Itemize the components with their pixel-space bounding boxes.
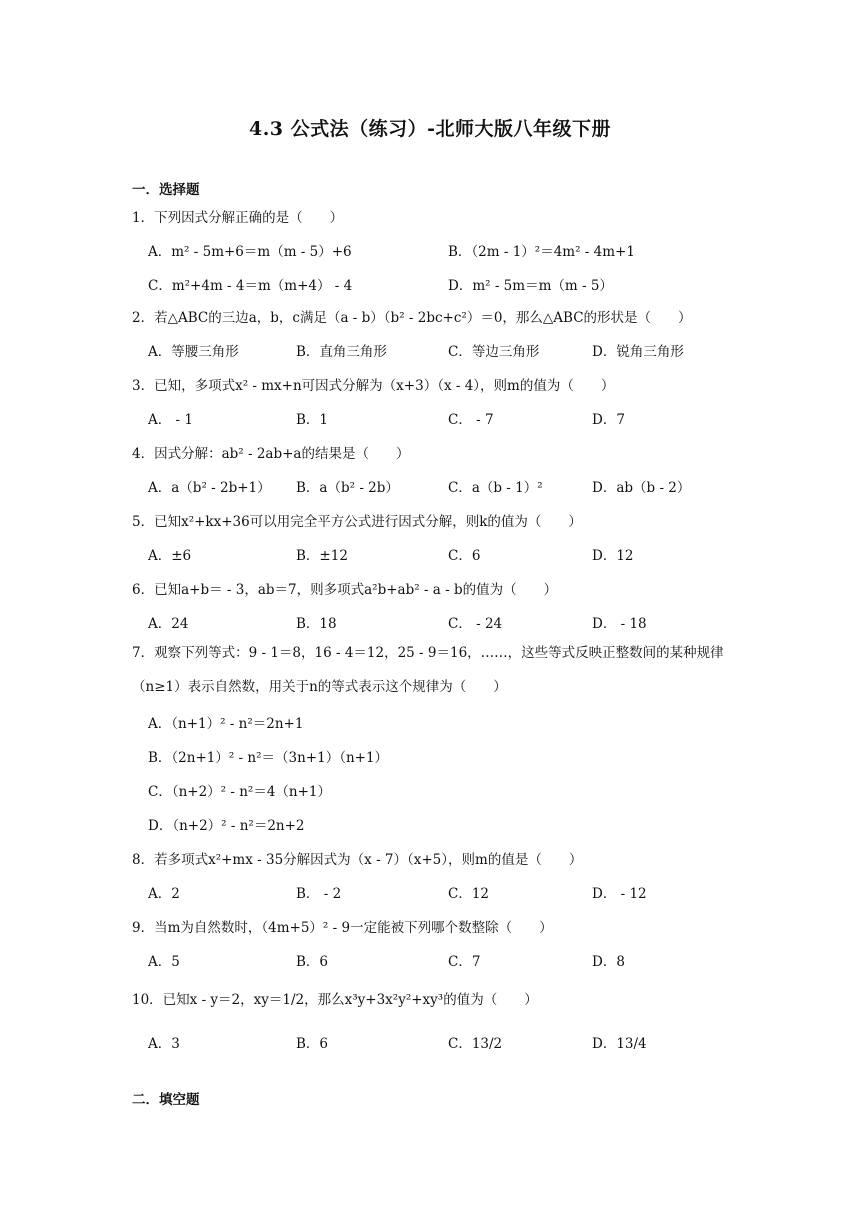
question-7-option-d: D．（n+2）² ‐ n²＝2n+2 — [148, 818, 305, 834]
question-1-option-d: D．m² ‐ 5m＝m（m ‐ 5） — [448, 278, 613, 294]
question-3-option-d: D．7 — [592, 412, 625, 428]
question-4-option-c: C．a（b ‐ 1）² — [448, 480, 543, 496]
question-5-option-c: C．6 — [448, 548, 481, 564]
question-9-option-b: B．6 — [296, 954, 329, 970]
question-4-option-a: A．a（b² ‐ 2b+1） — [148, 480, 271, 496]
question-5-stem: 5．已知x²+kx+36可以用完全平方公式进行因式分解，则k的值为（ ） — [132, 514, 582, 530]
question-6-option-b: B．18 — [296, 616, 337, 632]
question-4-stem: 4．因式分解：ab² ‐ 2ab+a的结果是（ ） — [132, 446, 410, 462]
question-8-option-b: B． ‐ 2 — [296, 886, 342, 902]
question-10-option-b: B．6 — [296, 1036, 329, 1052]
question-2-option-c: C．等边三角形 — [448, 344, 540, 360]
question-2-option-d: D．锐角三角形 — [592, 344, 684, 360]
question-1-option-c: C．m²+4m ‐ 4＝m（m+4） ‐ 4 — [148, 278, 353, 294]
question-8-option-c: C．12 — [448, 886, 490, 902]
page-title: 4.3 公式法（练习）-北师大版八年级下册 — [248, 118, 612, 140]
question-2-option-b: B．直角三角形 — [296, 344, 387, 360]
question-9-option-a: A．5 — [148, 954, 180, 970]
question-10-option-a: A．3 — [148, 1036, 180, 1052]
question-4-option-b: B．a（b² ‐ 2b） — [296, 480, 399, 496]
question-3-stem: 3．已知，多项式x² ‐ mx+n可因式分解为（x+3）（x ‐ 4），则m的值为（ ） — [132, 378, 615, 394]
question-7-option-c: C．（n+2）² ‐ n²＝4（n+1） — [148, 784, 332, 800]
question-3-option-a: A． ‐ 1 — [148, 412, 193, 428]
question-8-option-d: D． ‐ 12 — [592, 886, 647, 902]
question-6-option-d: D． ‐ 18 — [592, 616, 647, 632]
question-10-stem: 10．已知x ‐ y＝2，xy＝1/2，那么x³y+3x²y²+xy³的值为（ ） — [132, 992, 538, 1008]
question-5-option-b: B．±12 — [296, 548, 348, 564]
question-9-option-c: C．7 — [448, 954, 481, 970]
question-9-stem: 9．当m为自然数时，（4m+5）² ‐ 9一定能被下列哪个数整除（ ） — [132, 920, 553, 936]
question-10-option-d: D．13/4 — [592, 1036, 647, 1052]
section-heading-choice: 一．选择题 — [132, 182, 200, 198]
question-4-option-d: D．ab（b ‐ 2） — [592, 480, 691, 496]
question-8-stem: 8．若多项式x²+mx ‐ 35分解因式为（x ‐ 7）（x+5），则m的值是（ ） — [132, 852, 583, 868]
question-2-option-a: A．等腰三角形 — [148, 344, 239, 360]
question-2-stem: 2．若△ABC的三边a，b，c满足（a ‐ b）（b² ‐ 2bc+c²）＝0，那么△ABC的形状是（ ） — [132, 310, 692, 326]
question-9-option-d: D．8 — [592, 954, 625, 970]
question-7-stem: 7．观察下列等式：9 ‐ 1＝8，16 ‐ 4＝12，25 ‐ 9＝16，……，这些等式反映正整数间的某种规律（n≥1）表示自然数，用关于n的等式表示这个规律为（ ） — [132, 645, 724, 695]
question-1-option-a: A．m² ‐ 5m+6＝m（m ‐ 5）+6 — [148, 244, 352, 260]
question-7-option-b: B．（2n+1）² ‐ n²＝（3n+1）（n+1） — [148, 750, 389, 766]
question-1-stem: 1．下列因式分解正确的是（ ） — [132, 210, 344, 226]
question-6-option-a: A．24 — [148, 616, 189, 632]
question-1-option-b: B．（2m ‐ 1）²＝4m² ‐ 4m+1 — [448, 244, 635, 260]
section-heading-fill-blank: 二．填空题 — [132, 1092, 200, 1108]
question-6-stem: 6．已知a+b＝ ‐ 3，ab＝7，则多项式a²b+ab² ‐ a ‐ b的值为（ ） — [132, 582, 558, 598]
question-3-option-b: B．1 — [296, 412, 329, 428]
question-6-option-c: C． ‐ 24 — [448, 616, 503, 632]
question-8-option-a: A．2 — [148, 886, 180, 902]
question-10-option-c: C．13/2 — [448, 1036, 503, 1052]
question-5-option-a: A．±6 — [148, 548, 192, 564]
question-3-option-c: C． ‐ 7 — [448, 412, 494, 428]
question-7-option-a: A．（n+1）² ‐ n²＝2n+1 — [148, 716, 304, 732]
question-5-option-d: D．12 — [592, 548, 634, 564]
